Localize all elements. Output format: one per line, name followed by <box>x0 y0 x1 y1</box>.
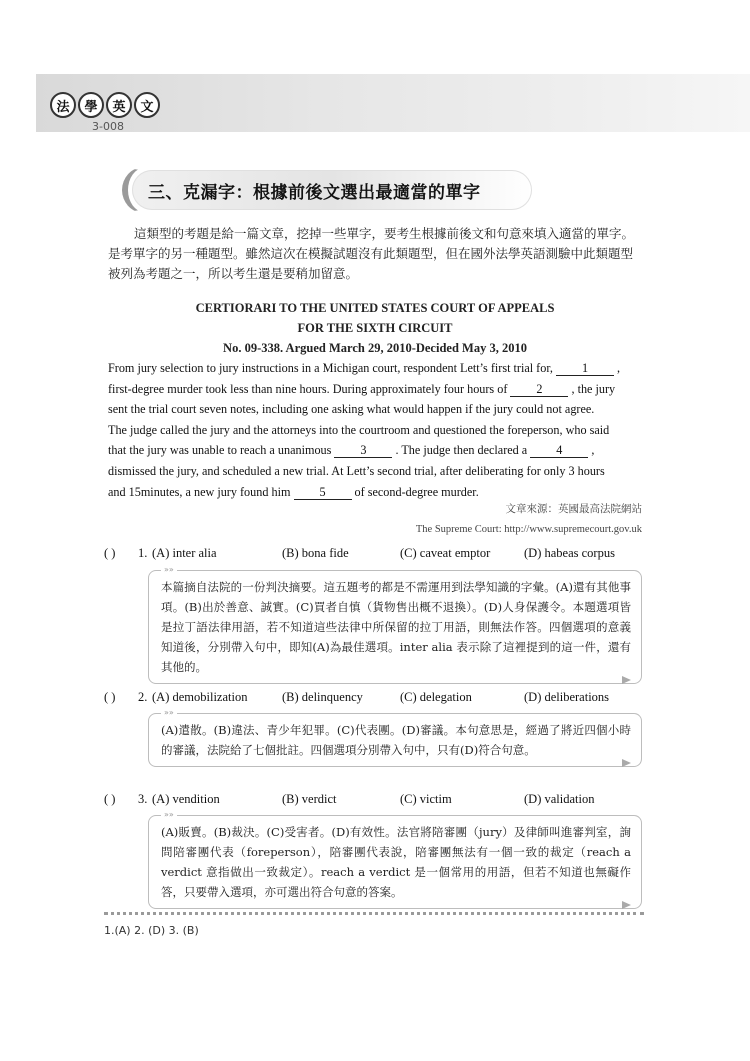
article-line <box>108 379 642 400</box>
section-heading <box>132 170 532 210</box>
option-a: (A) vendition <box>152 792 220 806</box>
article-title <box>108 298 642 358</box>
article-title-line: CERTIORARI TO THE UNITED STATES COURT OF APPEALS <box>195 301 555 315</box>
text-run: , <box>614 361 621 375</box>
text-run: that the jury was unable to reach a unanimous <box>108 443 335 458</box>
blank-1: 1 <box>556 361 614 376</box>
article-line <box>108 440 642 461</box>
text-run: . The judge then declared a <box>392 443 531 458</box>
book-title-char: 學 <box>78 92 104 118</box>
page-number: 3-008 <box>92 120 124 133</box>
article-line <box>108 461 642 482</box>
question-number: 1. <box>138 546 148 560</box>
explanation-tag-icon: »» <box>161 565 177 575</box>
text-run: From jury selection to jury instructions in a Michigan court, respondent Lett’s first trial for, <box>108 361 556 375</box>
option-b: (B) delinquency <box>282 690 363 704</box>
answer-key: 1.(A) 2. (D) 3. (B) <box>104 924 199 937</box>
answer-paren[interactable]: ( ) <box>104 792 116 806</box>
option-c: (C) victim <box>400 792 452 806</box>
explanation-tag-icon: »» <box>161 708 177 718</box>
text-run: and 15minutes, a new jury found him <box>108 484 294 499</box>
text-run: , the jury <box>568 381 616 396</box>
article-line <box>108 420 642 441</box>
article-source <box>416 500 642 540</box>
text-run: dismissed the jury, and scheduled a new trial. At Lett’s second trial, after deliberating for only 3 hours <box>108 463 605 478</box>
blank-5: 5 <box>294 485 352 500</box>
blank-4: 4 <box>530 443 588 458</box>
article-title-line: No. 09-338. Argued March 29, 2010-Decided May 3, 2010 <box>223 341 527 355</box>
arrow-tail-icon <box>622 759 631 767</box>
option-b: (B) verdict <box>282 792 337 806</box>
text-run: first-degree murder took less than nine hours. During approximately four hours of <box>108 381 511 396</box>
option-d: (D) validation <box>524 792 595 806</box>
explanation-box-1 <box>148 565 642 684</box>
intro-paragraph: 這類型的考題是給一篇文章，挖掉一些單字，要考生根據前後文和句意來填入適當的單字。是考單字的另一種題型。雖然這次在模擬試題沒有此類題型，但在國外法學英語測驗中此類題型被列為考題之一，所以考生還是要稍加留意。 <box>108 226 635 281</box>
book-title-char: 英 <box>106 92 132 118</box>
answer-paren[interactable]: ( ) <box>104 690 116 704</box>
book-title <box>50 92 160 118</box>
question-number: 3. <box>138 792 148 806</box>
explanation-box-2 <box>148 708 642 767</box>
book-title-char: 法 <box>50 92 76 118</box>
question-number: 2. <box>138 690 148 704</box>
answer-paren[interactable]: ( ) <box>104 546 116 560</box>
text-run: sent the trial court seven notes, including one asking what would happen if the jury could not agree. <box>108 402 595 417</box>
option-d: (D) habeas corpus <box>524 546 615 560</box>
blank-2: 2 <box>510 382 568 397</box>
article-line <box>108 358 642 379</box>
question-2 <box>104 690 644 708</box>
source-line: The Supreme Court: http://www.supremecourt.gov.uk <box>415 524 642 535</box>
explanation-text: (A)遣散。(B)違法、青少年犯罪。(C)代表團。(D)審議。本句意思是，經過了將近四個小時的審議，法院給了七個批註。四個選項分別帶入句中，只有(D)符合句意。 <box>161 723 631 757</box>
text-run: , <box>588 443 595 458</box>
dotted-divider <box>104 912 644 915</box>
explanation-tag-icon: »» <box>161 810 177 820</box>
explanation-box-3 <box>148 810 642 909</box>
explanation-text: 本篇摘自法院的一份判決摘要。這五題考的都是不需運用到法學知識的字彙。(A)還有其他事項。(B)出於善意、誠實。(C)買者自慎（貨物售出概不退換）。(D)人身保護令。本題選項皆是拉丁語法律用語，若不知道這些法律中所保留的拉丁用語，則無法作答。四個選項的意義知道後，分別帶入句中，即知(A)為最佳選項。inter alia 表示除了這裡提到的這一件，還有其他的。 <box>161 580 631 674</box>
option-a: (A) inter alia <box>152 546 217 560</box>
explanation-text: (A)販賣。(B)裁決。(C)受害者。(D)有效性。法官將陪審團（jury）及律師叫進審判室，詢問陪審團代表（foreperson），陪審團代表說，陪審團無法有一個一致的裁定（reach a verdict 意指做出一致裁定）。reach a verdict 是一個常用的用語，但若不知道也無礙作答，只要帶入選項，亦可選出符合句意的答案。 <box>161 825 631 899</box>
article-body <box>108 358 642 502</box>
blank-3: 3 <box>334 443 392 458</box>
arrow-tail-icon <box>622 901 631 909</box>
book-title-char: 文 <box>134 92 160 118</box>
section-heading-text: 三、克漏字：根據前後文選出最適當的單字 <box>148 183 481 203</box>
arrow-tail-icon <box>622 676 631 684</box>
option-d: (D) deliberations <box>524 690 610 704</box>
option-c: (C) caveat emptor <box>400 546 491 560</box>
option-b: (B) bona fide <box>282 546 349 560</box>
source-line: 文章來源：英國最高法院網站 <box>505 504 642 515</box>
question-1 <box>104 546 644 564</box>
article-line <box>108 399 642 420</box>
option-c: (C) delegation <box>400 690 472 704</box>
question-3 <box>104 792 644 810</box>
text-run: The judge called the jury and the attorneys into the courtroom and questioned the foreperson, who said <box>108 422 610 437</box>
text-run: of second-degree murder. <box>351 484 479 499</box>
option-a: (A) demobilization <box>152 690 248 704</box>
article-title-line: FOR THE SIXTH CIRCUIT <box>297 321 453 335</box>
